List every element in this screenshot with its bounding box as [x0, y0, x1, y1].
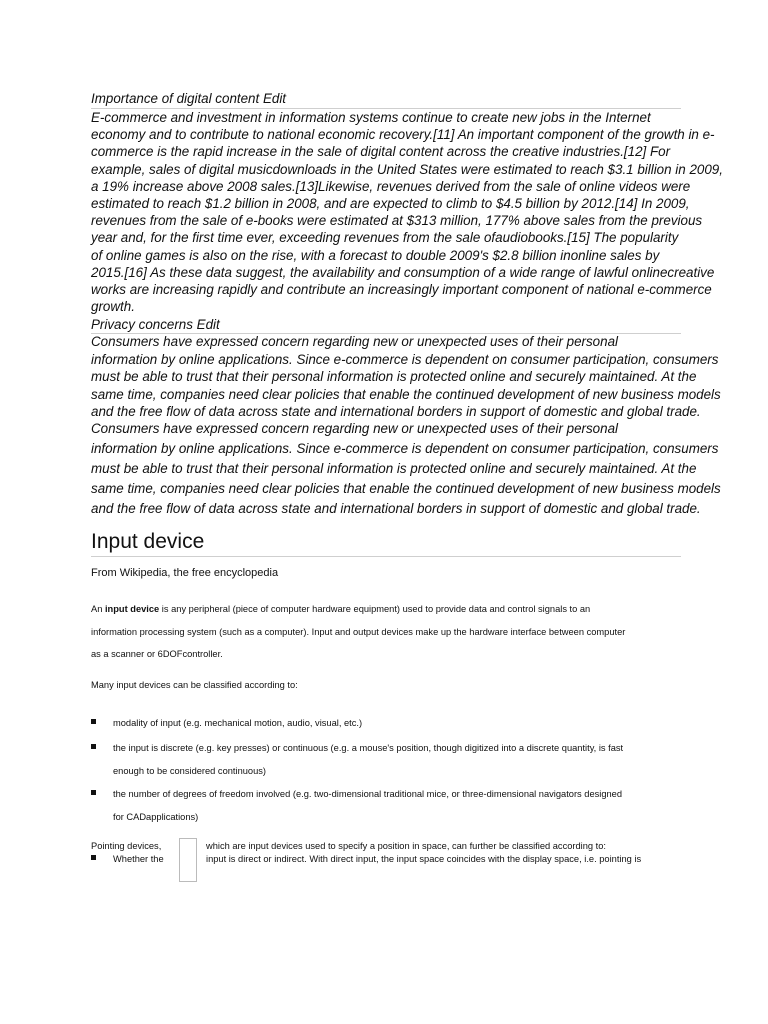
digital-content-line: growth.	[91, 299, 135, 315]
bullet-marker	[91, 855, 96, 860]
digital-content-line: works are increasing rapidly and contribute an increasingly important component of national e-commerce	[91, 282, 712, 298]
digital-content-line: year and, for the first time ever, exceeding revenues from the sale ofaudiobooks.[15] The popularity	[91, 230, 679, 246]
digital-content-line: E-commerce and investment in information systems continue to create new jobs in the Internet	[91, 110, 651, 125]
digital-content-line: revenues from the sale of e-books were estimated at $313 million, 177% above sales from the previous	[91, 213, 703, 229]
privacy-repeat-line: information by online applications. Since e-commerce is dependent on consumer participation, consumers	[91, 441, 719, 456]
bullet-marker	[91, 790, 96, 795]
article-subtitle: From Wikipedia, the free encyclopedia	[91, 567, 279, 579]
intro-line-3: as a scanner or 6DOFcontroller.	[91, 649, 223, 659]
classified-intro: Many input devices can be classified according to:	[91, 680, 298, 690]
digital-content-line: commerce is the rapid increase in the sale of digital content across the creative industries.[12] For	[91, 144, 671, 160]
pointing-devices-text: which are input devices used to specify a position in space, can further be classified according to:	[206, 841, 606, 851]
privacy-repeat-line: and the free flow of data across state and international borders in support of domestic and global trade.	[91, 501, 701, 516]
privacy-line: must be able to trust that their personal information is protected online and securely maintained. At the	[91, 369, 697, 385]
bullet-freedom-cont: for CADapplications)	[113, 812, 199, 822]
digital-content-line: of online games is also on the rise, with a forecast to double 2009's $2.8 billion inonline sales by	[91, 247, 660, 263]
bullet-freedom: the number of degrees of freedom involved (e.g. two-dimensional traditional mice, or three-dimensional navigators designed	[113, 789, 623, 799]
bullet-discrete-cont: enough to be considered continuous)	[113, 766, 266, 776]
digital-content-line: example, sales of digital musicdownloads in the United States were estimated to reach $3.1 billion in 2009,	[91, 161, 723, 177]
bullet-modality: modality of input (e.g. mechanical motion, audio, visual, etc.)	[113, 718, 363, 728]
privacy-repeat-line: Consumers have expressed concern regarding new or unexpected uses of their personal	[91, 421, 619, 436]
input-device-term: input device	[104, 604, 160, 614]
digital-content-line: a 19% increase above 2008 sales.[13]Likewise, revenues derived from the sale of online videos were	[91, 178, 691, 194]
heading-divider	[91, 556, 681, 557]
intro-line-2: information processing system (such as a computer). Input and output devices make up the hardware interface between computer	[91, 627, 626, 637]
article-heading: Input device	[91, 530, 205, 553]
bullet-marker	[91, 744, 96, 749]
last-bullet-right: input is direct or indirect. With direct input, the input space coincides with the display space, i.e. pointing is	[206, 854, 642, 864]
privacy-line: Consumers have expressed concern regarding new or unexpected uses of their personal	[91, 334, 619, 349]
privacy-repeat-line: same time, companies need clear policies that enable the continued development of new business models	[91, 481, 721, 496]
section-title-digital-content: Importance of digital content Edit	[91, 91, 287, 106]
bullet-marker	[91, 719, 96, 724]
image-placeholder	[179, 838, 197, 882]
privacy-line: same time, companies need clear policies that enable the continued development of new business models	[91, 386, 721, 402]
digital-content-line: 2015.[16] As these data suggest, the availability and consumption of a wide range of lawful onlinecreative	[91, 264, 715, 280]
digital-content-paragraph	[91, 109, 723, 315]
privacy-paragraph	[91, 333, 721, 421]
pointing-devices-label: Pointing devices,	[91, 841, 162, 851]
privacy-line: and the free flow of data across state and international borders in support of domestic and global trade.	[91, 404, 701, 420]
intro-line-1: An input device is any peripheral (piece of computer hardware equipment) used to provide data and control signals to an	[91, 604, 591, 614]
privacy-paragraph-repeat	[91, 419, 721, 519]
section-title-privacy: Privacy concerns Edit	[91, 317, 220, 332]
digital-content-line: estimated to reach $1.2 billion in 2008, and are expected to climb to $4.5 billion by 2012.[14] In 2009,	[91, 196, 690, 212]
privacy-repeat-line: must be able to trust that their personal information is protected online and securely maintained. At the	[91, 461, 697, 476]
digital-content-line: economy and to contribute to national economic recovery.[11] An important component of the growth in e-	[91, 127, 715, 143]
bullet-discrete: the input is discrete (e.g. key presses) or continuous (e.g. a mouse's position, though digitized into a discrete quantity, is fast	[113, 743, 624, 753]
privacy-line: information by online applications. Since e-commerce is dependent on consumer participation, consumers	[91, 351, 719, 367]
last-bullet-left: Whether the	[113, 854, 164, 864]
